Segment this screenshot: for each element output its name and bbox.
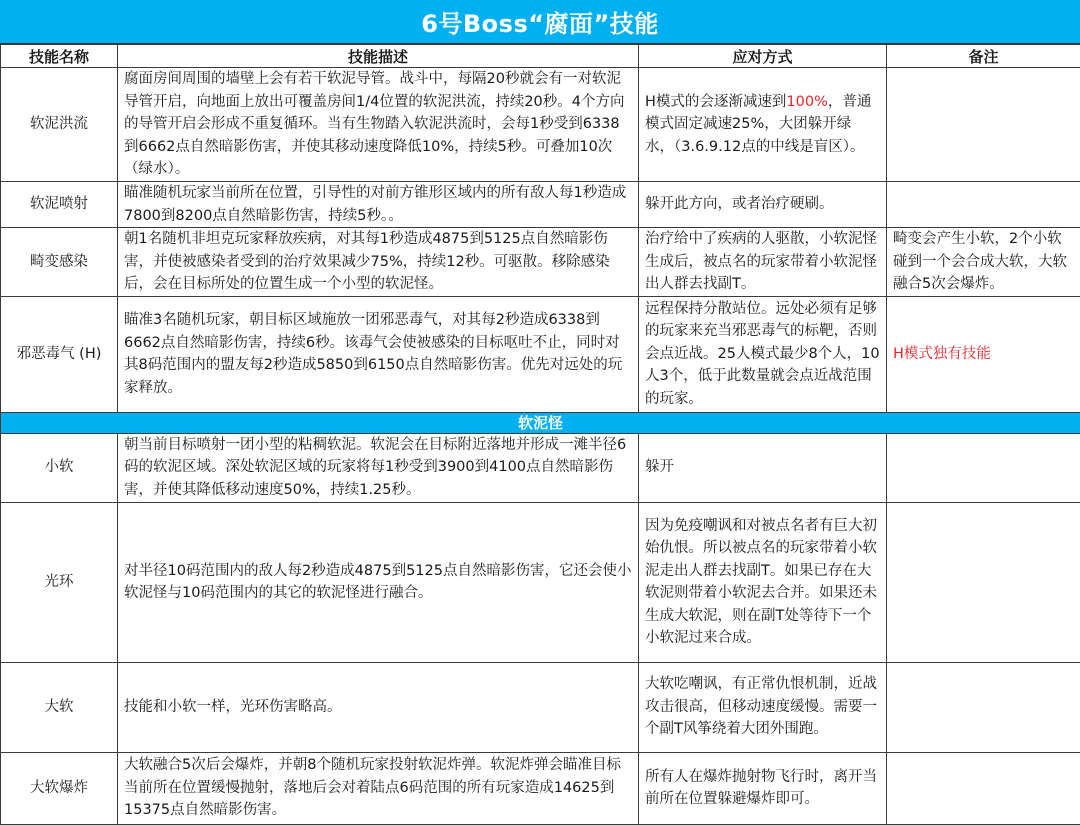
- skill-name: 光环: [1, 502, 118, 662]
- response-text: H模式的会逐渐减速到: [645, 94, 786, 110]
- header-skill-name: 技能名称: [1, 45, 118, 68]
- header-note: 备注: [887, 45, 1080, 68]
- skill-response: 躲开: [639, 433, 887, 502]
- skill-response: [639, 68, 887, 182]
- skill-name: 小软: [1, 433, 118, 502]
- skill-note: H模式独有技能: [887, 296, 1080, 412]
- skill-name: 畸变感染: [1, 228, 118, 297]
- page-title: 6号Boss“腐面”技能: [0, 0, 1080, 44]
- table-row: [1, 182, 1080, 228]
- skill-note: [887, 182, 1080, 228]
- table-row: [1, 662, 1080, 752]
- skill-desc: 瞄准随机玩家当前所在位置，引导性的对前方锥形区域内的所有敌人每1秒造成7800到8200点自然暗影伤害，持续5秒。。: [118, 182, 639, 228]
- skill-response: 大软吃嘲讽，有正常仇恨机制，近战攻击很高，但移动速度缓慢。需要一个副T风筝绕着大团外围跑。: [639, 662, 887, 752]
- skill-desc: 朝当前目标喷射一团小型的粘稠软泥。软泥会在目标附近落地并形成一滩半径6码的软泥区域。深处软泥区域的玩家将每1秒受到3900到4100点自然暗影伤害，并使其降低移动速度50%，持续1.25秒。: [118, 433, 639, 502]
- skill-note: [887, 433, 1080, 502]
- response-highlight: 100%: [786, 94, 827, 110]
- skill-name: 大软爆炸: [1, 752, 118, 824]
- skill-desc: 腐面房间周围的墙壁上会有若干软泥导管。战斗中，每隔20秒就会有一对软泥导管开启，向地面上放出可覆盖房间1/4位置的软泥洪流，持续20秒。4个方向的导管开启会形成不重复循环。当有生物踏入软泥洪流时，会每1秒受到6338到6662点自然暗影伤害，并使其移动速度降低10%，持续5秒。可叠加10次（绿水）。: [118, 68, 639, 182]
- skill-desc: 瞄准3名随机玩家，朝目标区域施放一团邪恶毒气，对其每2秒造成6338到6662点自然暗影伤害，持续6秒。该毒气会使被感染的目标呕吐不止，同时对其8码范围内的盟友每2秒造成5850到6150点自然暗影伤害。优先对远处的玩家释放。: [118, 296, 639, 412]
- skills-table: [0, 44, 1080, 825]
- skill-name: 大软: [1, 662, 118, 752]
- table-row: [1, 68, 1080, 182]
- skill-response: 远程保持分散站位。远处必须有足够的玩家来充当邪恶毒气的标靶，否则会点近战。25人模式最少8个人，10人3个，低于此数量就会点近战范围的玩家。: [639, 296, 887, 412]
- section-row: [1, 412, 1080, 433]
- skill-note: [887, 502, 1080, 662]
- skill-note: [887, 68, 1080, 182]
- skill-note: 畸变会产生小软，2个小软碰到一个会合成大软，大软融合5次会爆炸。: [887, 228, 1080, 297]
- skill-note: [887, 662, 1080, 752]
- skill-name: 软泥喷射: [1, 182, 118, 228]
- table-row: [1, 752, 1080, 824]
- table-row: [1, 296, 1080, 412]
- skill-desc: 朝1名随机非坦克玩家释放疾病，对其每1秒造成4875到5125点自然暗影伤害，并使被感染者受到的治疗效果减少75%，持续12秒。可驱散。移除感染后，会在目标所处的位置生成一个小型的软泥怪。: [118, 228, 639, 297]
- skill-name: 软泥洪流: [1, 68, 118, 182]
- table-row: [1, 228, 1080, 297]
- skill-response: 躲开此方向，或者治疗硬刷。: [639, 182, 887, 228]
- header-row: [1, 45, 1080, 68]
- skill-desc: 大软融合5次后会爆炸，并朝8个随机玩家投射软泥炸弹。软泥炸弹会瞄准目标当前所在位置缓慢抛射，落地后会对着陆点6码范围的所有玩家造成14625到15375点自然暗影伤害。: [118, 752, 639, 824]
- skill-desc: 对半径10码范围内的敌人每2秒造成4875到5125点自然暗影伤害，它还会使小软泥怪与10码范围内的其它的软泥怪进行融合。: [118, 502, 639, 662]
- section-title: 软泥怪: [1, 412, 1080, 433]
- header-response: 应对方式: [639, 45, 887, 68]
- skill-name: 邪恶毒气 (H): [1, 296, 118, 412]
- header-skill-desc: 技能描述: [118, 45, 639, 68]
- skill-response: 因为免疫嘲讽和对被点名者有巨大初始仇恨。所以被点名的玩家带着小软泥走出人群去找副T。如果已存在大软泥则带着小软泥去合并。如果还未生成大软泥，则在副T处等待下一个小软泥过来合成。: [639, 502, 887, 662]
- table-row: [1, 433, 1080, 502]
- skill-response: 治疗给中了疾病的人驱散，小软泥怪生成后，被点名的玩家带着小软泥怪出人群去找副T。: [639, 228, 887, 297]
- skill-response: 所有人在爆炸抛射物飞行时，离开当前所在位置躲避爆炸即可。: [639, 752, 887, 824]
- table-row: [1, 502, 1080, 662]
- response-text: ，普通模式固定减速25%，大团躲开绿水，（3.6.9.12点的中线是盲区）。: [645, 94, 871, 155]
- skill-note: [887, 752, 1080, 824]
- skill-desc: 技能和小软一样，光环伤害略高。: [118, 662, 639, 752]
